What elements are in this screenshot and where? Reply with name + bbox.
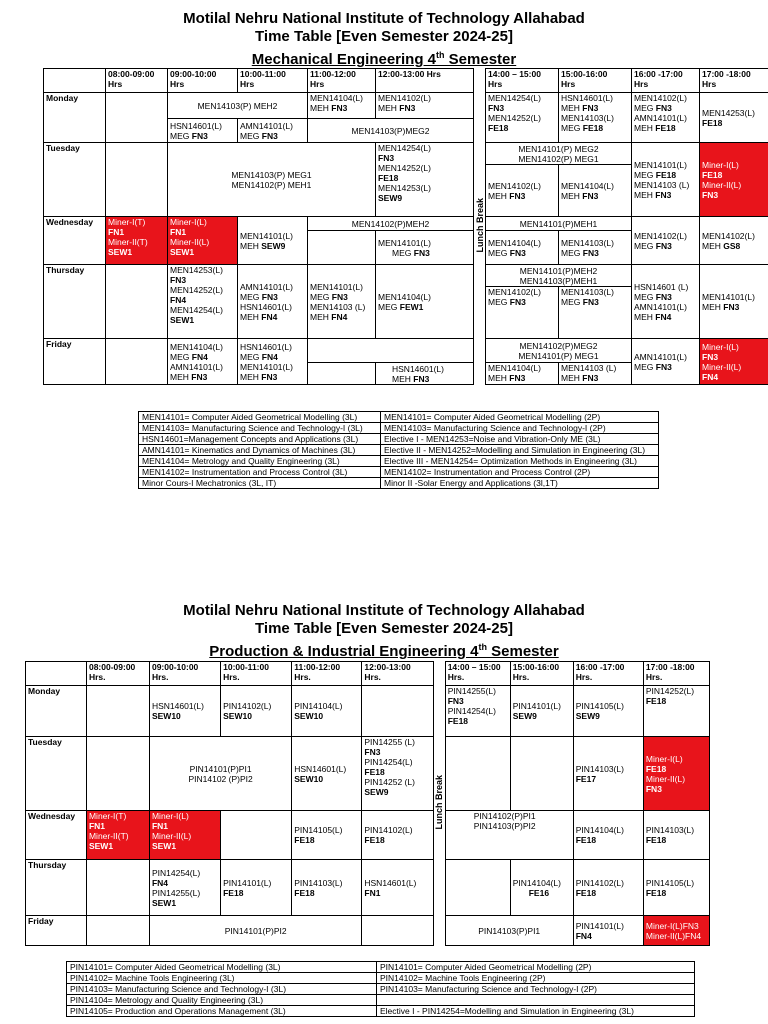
class-cell: MEN14104(L) MEH FN3 [308, 93, 376, 119]
class-cell: PIN14101(P)PI1 PIN14102 (P)PI2 [149, 737, 291, 811]
class-cell: MEN14102(L) MEG FN3 [632, 217, 700, 265]
class-cell: MEN14103(L) MEG FN3 [559, 287, 632, 339]
class-cell: MEN14104(L) MEG FEW1 [376, 265, 474, 339]
mech-header [0, 10, 768, 69]
legend-row: MEN14104= Metrology and Quality Engineering (3L) Elective III - MEN14254= Optimization Methods in Engineering (3L) [139, 456, 659, 467]
slot-header: 14:00 – 15:00 Hrs. [445, 662, 510, 686]
day-label-thursday: Thursday [26, 860, 87, 916]
minor-cell: Miner-I(T) FN1 Miner-II(T) SEW1 [106, 217, 168, 265]
class-cell: MEN14102(L) MEG FN3 [486, 287, 559, 339]
prod-header [0, 602, 768, 661]
prod-timetable [25, 661, 710, 946]
slot-header: 12:00-13:00 Hrs [376, 69, 474, 93]
class-cell: MEN14103(P) MEH2 [168, 93, 308, 119]
slot-header: 08:00-09:00 Hrs. [86, 662, 149, 686]
class-cell: PIN14102(L) FE18 [573, 860, 643, 916]
slot-header: 11:00-12:00 Hrs. [292, 662, 362, 686]
legend-row: PIN14105= Production and Operations Management (3L) Elective I - PIN14254=Modelling and Simulation in Engineering (3L) [67, 1006, 695, 1017]
class-cell: MEN14102(P)MEH2 [308, 217, 474, 231]
class-cell: HSN14601(L) MEH FN3 [376, 363, 474, 385]
class-cell: MEN14102(L) MEG FN3 AMN14101(L) MEH FE18 [632, 93, 700, 143]
class-cell: MEN14254(L) FN3 MEN14252(L) FE18 MEN14253(L) SEW9 [376, 143, 474, 217]
class-cell: MEN14103(L) MEG FN3 [559, 231, 632, 265]
legend-row: HSN14601=Management Concepts and Applications (3L) Elective I - MEN14253=Noise and Vibration-Only ME (3L) [139, 434, 659, 445]
legend-row: PIN14104= Metrology and Quality Engineering (3L) [67, 995, 695, 1006]
mech-timetable [43, 68, 768, 385]
minor-cell: Miner-I(L) FE18 Miner-II(L) FN3 [700, 143, 768, 217]
legend-row: MEN14101= Computer Aided Geometrical Modelling (3L) MEN14101= Computer Aided Geometrical Modelling (2P) [139, 412, 659, 423]
timetable-title: Time Table [Even Semester 2024-25] [255, 28, 513, 45]
class-cell: PIN14254(L) FN4 PIN14255(L) SEW1 [149, 860, 220, 916]
class-cell: PIN14252(L) FE18 [643, 686, 709, 737]
class-cell: PIN14105(L) FE18 [292, 811, 362, 860]
slot-header: 16:00 -17:00 Hrs. [573, 662, 643, 686]
minor-cell: Miner-I(L)FN3 Miner-II(L)FN4 [643, 916, 709, 946]
class-cell: PIN14101(L) FN4 [573, 916, 643, 946]
legend-row: MEN14102= Instrumentation and Process Control (3L) MEN14102= Instrumentation and Process Control (2P) [139, 467, 659, 478]
class-cell: HSN14601(L) MEH FN3 MEN14103(L) MEG FE18 [559, 93, 632, 143]
day-label-tuesday: Tuesday [44, 143, 106, 217]
day-label-friday: Friday [44, 339, 106, 385]
class-cell: HSN14601 (L) MEG FN3 AMN14101(L) MEH FN4 [632, 265, 700, 339]
class-cell: PIN14102(L) FE18 [362, 811, 433, 860]
day-label-friday: Friday [26, 916, 87, 946]
class-cell: MEN14102(L) MEH GS8 [700, 217, 768, 265]
slot-header: 10:00-11:00 Hrs [238, 69, 308, 93]
legend-row: PIN14102= Machine Tools Engineering (3L) PIN14102= Machine Tools Engineering (2P) [67, 973, 695, 984]
class-cell: MEN14104(L) MEH FN3 [486, 363, 559, 385]
legend-row: PIN14101= Computer Aided Geometrical Modelling (3L) PIN14101= Computer Aided Geometrical Modelling (2P) [67, 962, 695, 973]
class-cell: PIN14103(P)PI1 [445, 916, 573, 946]
mech-legend [138, 411, 659, 489]
institute-title: Motilal Nehru National Institute of Technology Allahabad [183, 10, 585, 27]
legend-row: PIN14103= Manufacturing Science and Technology-I (3L) PIN14103= Manufacturing Science and Technology-I (2P) [67, 984, 695, 995]
day-label-wednesday: Wednesday [44, 217, 106, 265]
class-cell: MEN14101(L) MEH FN3 [700, 265, 768, 339]
slot-header: 15:00-16:00 Hrs [559, 69, 632, 93]
dept-title: Production & Industrial Engineering 4th Semester [209, 642, 559, 660]
lunch-break: Lunch Break [433, 662, 445, 946]
legend-row: Minor Cours-I Mechatronics (3L, IT) Minor II -Solar Energy and Applications (3l,1T) [139, 478, 659, 489]
class-cell: PIN14103(L) FE18 [643, 811, 709, 860]
class-cell: MEN14253(L) FN3 MEN14252(L) FN4 MEN14254(L) SEW1 [168, 265, 238, 339]
class-cell: HSN14601(L) FN1 [362, 860, 433, 916]
slot-header: 10:00-11:00 Hrs. [221, 662, 292, 686]
class-cell: MEN14101(P)MEH2 MEN14103(P)MEH1 [486, 265, 632, 287]
day-label-monday: Monday [44, 93, 106, 143]
slot-header: 17:00 -18:00 Hrs. [643, 662, 709, 686]
class-cell: MEN14102(L) MEH FN3 [376, 93, 474, 119]
class-cell: PIN14101(L) FE18 [221, 860, 292, 916]
slot-header: 16:00 -17:00 Hrs [632, 69, 700, 93]
class-cell: HSN14601(L) SEW10 [149, 686, 220, 737]
class-cell: MEN14103(P) MEG1 MEN14102(P) MEH1 [168, 143, 376, 217]
day-label-monday: Monday [26, 686, 87, 737]
class-cell: HSN14601(L) SEW10 [292, 737, 362, 811]
minor-cell: Miner-I(L) FN1 Miner-II(L) SEW1 [168, 217, 238, 265]
slot-header: 09:00-10:00 Hrs [168, 69, 238, 93]
day-label-thursday: Thursday [44, 265, 106, 339]
lunch-break: Lunch Break [474, 69, 486, 385]
class-cell: PIN14101(P)PI2 [149, 916, 361, 946]
class-cell: MEN14104(L) MEG FN4 AMN14101(L) MEH FN3 [168, 339, 238, 385]
class-cell: PIN14103(L) FE17 [573, 737, 643, 811]
class-cell: PIN14102(P)PI1 PIN14103(P)PI2 [445, 811, 573, 860]
class-cell: MEN14101(L) MEH SEW9 [238, 217, 308, 265]
class-cell: PIN14255(L) FN3 PIN14254(L) FE18 [445, 686, 510, 737]
slot-header: 17:00 -18:00 Hrs [700, 69, 768, 93]
slot-header: 08:00-09:00 Hrs [106, 69, 168, 93]
minor-cell: Miner-I(L) FN1 Miner-II(L) SEW1 [149, 811, 220, 860]
class-cell: HSN14601(L) MEG FN4 MEN14101(L) MEH FN3 [238, 339, 308, 385]
prod-legend [66, 961, 695, 1017]
class-cell: MEN14103(P)MEG2 [308, 119, 474, 143]
slot-header: 12:00-13:00 Hrs. [362, 662, 433, 686]
dept-title: Mechanical Engineering 4th Semester [251, 50, 517, 68]
header-row [44, 69, 768, 93]
class-cell: MEN14101(L) MEG FN3 [376, 231, 474, 265]
class-cell: MEN14101(P) MEG2 MEN14102(P) MEG1 [486, 143, 632, 165]
minor-cell: Miner-I(L) FE18 Miner-II(L) FN3 [643, 737, 709, 811]
class-cell: PIN14103(L) FE18 [292, 860, 362, 916]
class-cell: MEN14101(L) MEG FN3 MEN14103 (L) MEH FN4 [308, 265, 376, 339]
class-cell: PIN14105(L) SEW9 [573, 686, 643, 737]
class-cell: PIN14102(L) SEW10 [221, 686, 292, 737]
header-row [26, 662, 710, 686]
class-cell: PIN14105(L) FE18 [643, 860, 709, 916]
class-cell: HSN14601(L) MEG FN3 [168, 119, 238, 143]
class-cell: MEN14101(L) MEG FE18 MEN14103 (L) MEH FN3 [632, 143, 700, 217]
timetable-title: Time Table [Even Semester 2024-25] [255, 620, 513, 637]
class-cell: MEN14103 (L) MEH FN3 [559, 363, 632, 385]
day-label-tuesday: Tuesday [26, 737, 87, 811]
class-cell: AMN14101(L) MEG FN3 HSN14601(L) MEH FN4 [238, 265, 308, 339]
minor-cell: Miner-I(T) FN1 Miner-II(T) SEW1 [86, 811, 149, 860]
class-cell: MEN14104(L) MEG FN3 [486, 231, 559, 265]
class-cell: MEN14104(L) MEH FN3 [559, 165, 632, 217]
day-label-wednesday: Wednesday [26, 811, 87, 860]
class-cell: AMN14101(L) MEG FN3 [632, 339, 700, 385]
class-cell: PIN14104(L) FE18 [573, 811, 643, 860]
class-cell: AMN14101(L) MEG FN3 [238, 119, 308, 143]
minor-cell: Miner-I(L) FN3 Miner-II(L) FN4 [700, 339, 768, 385]
slot-header: 15:00-16:00 Hrs. [510, 662, 573, 686]
legend-row: MEN14103= Manufacturing Science and Technology-I (3L) MEN14103= Manufacturing Science and Technology-I (2P) [139, 423, 659, 434]
class-cell: PIN14101(L) SEW9 [510, 686, 573, 737]
slot-header: 11:00-12:00 Hrs [308, 69, 376, 93]
class-cell: MEN14102(P)MEG2 MEN14101(P) MEG1 [486, 339, 632, 363]
class-cell: MEN14253(L) FE18 [700, 93, 768, 143]
slot-header: 09:00-10:00 Hrs. [149, 662, 220, 686]
institute-title: Motilal Nehru National Institute of Technology Allahabad [183, 602, 585, 619]
class-cell: MEN14254(L) FN3 MEN14252(L) FE18 [486, 93, 559, 143]
slot-header: 14:00 – 15:00 Hrs [486, 69, 559, 93]
class-cell: PIN14104(L) FE16 [510, 860, 573, 916]
class-cell: PIN14104(L) SEW10 [292, 686, 362, 737]
class-cell: MEN14102(L) MEH FN3 [486, 165, 559, 217]
class-cell: MEN14101(P)MEH1 [486, 217, 632, 231]
class-cell: PIN14255 (L) FN3 PIN14254(L) FE18 PIN14252 (L) SEW9 [362, 737, 433, 811]
legend-row: AMN14101= Kinematics and Dynamics of Machines (3L) Elective II - MEN14252=Modelling and Simulation in Engineering (3L) [139, 445, 659, 456]
